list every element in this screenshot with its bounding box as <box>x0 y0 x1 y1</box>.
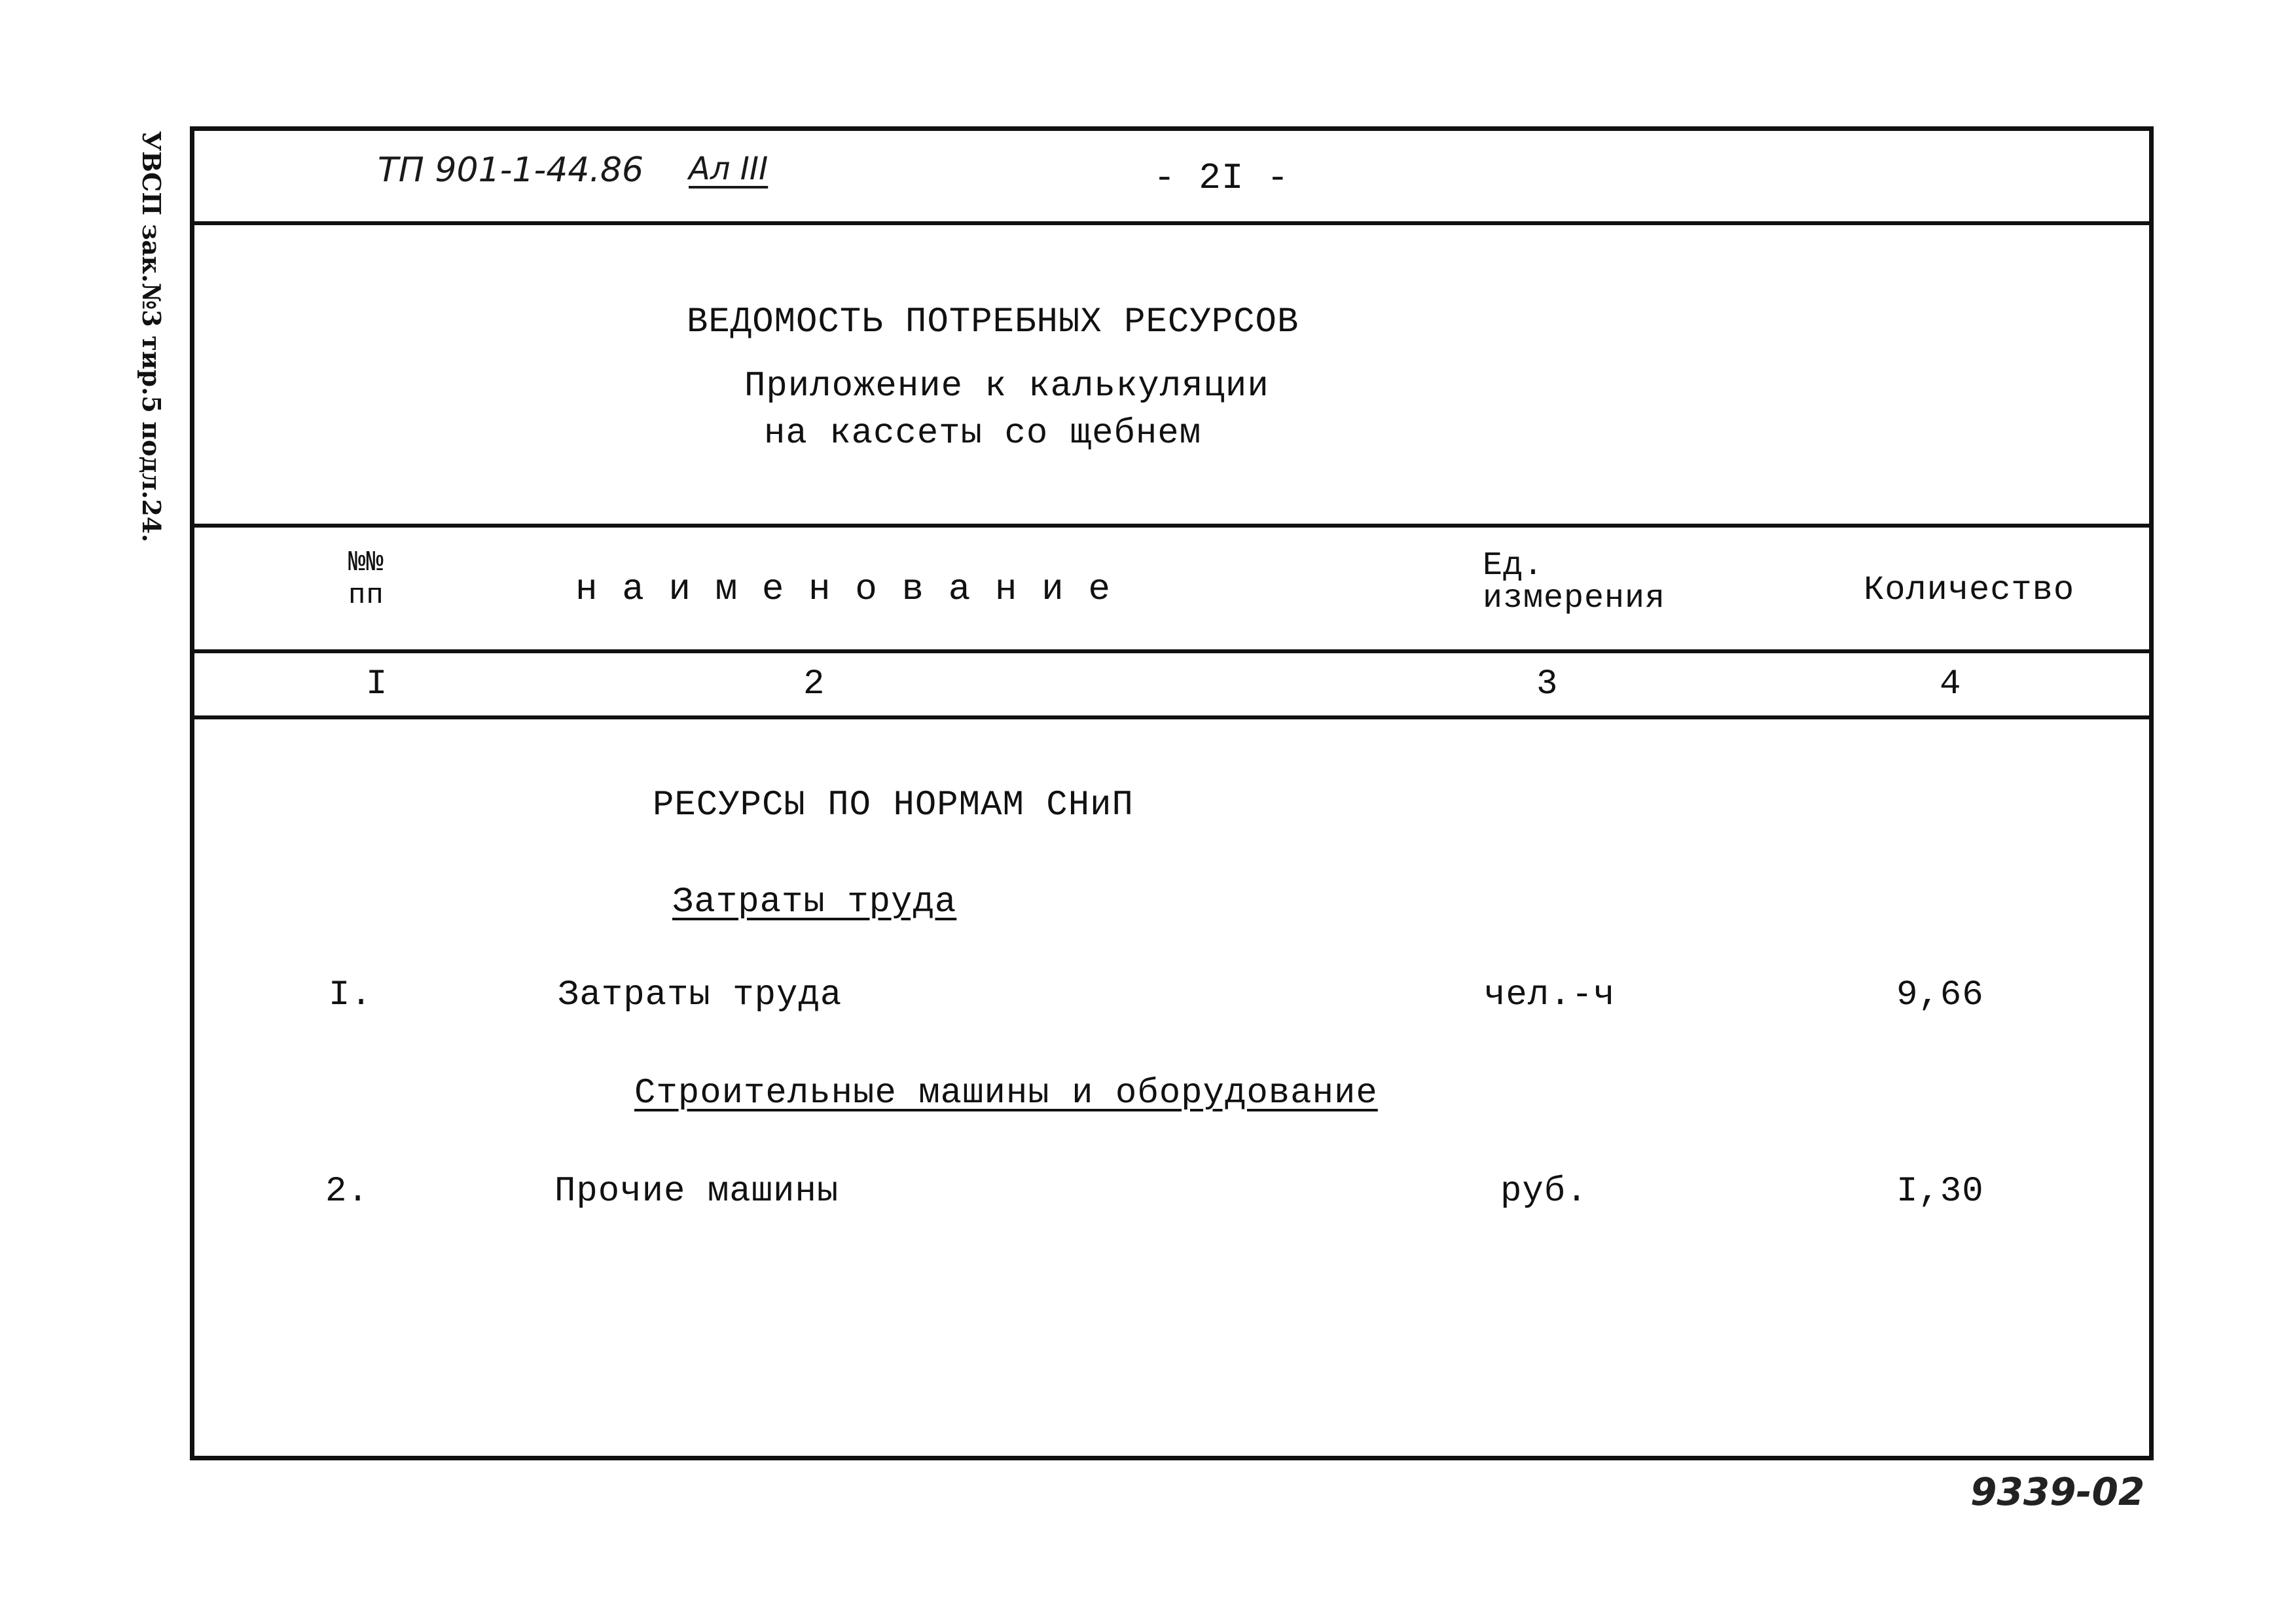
section-title: РЕСУРСЫ ПО НОРМАМ СНиП <box>653 785 1134 825</box>
header-divider <box>194 221 2149 225</box>
row-unit: руб. <box>1500 1172 1588 1212</box>
row-num: 2. <box>325 1172 369 1212</box>
margin-print-note <box>128 131 168 543</box>
col-number-4: 4 <box>1940 664 1962 704</box>
col-header-qty: Количество <box>1864 571 2075 609</box>
margin-print-note-text: УВСП зак.№3 тир.5 подл.24. <box>137 131 166 543</box>
col-number-3: 3 <box>1536 664 1559 704</box>
album-mark: Ал III <box>689 151 769 187</box>
col-number-2: 2 <box>803 664 825 704</box>
row-unit: чел.-ч <box>1484 975 1616 1015</box>
title-divider <box>194 524 2149 528</box>
row-name: Прочие машины <box>554 1172 839 1212</box>
row-qty: I,30 <box>1896 1172 1984 1212</box>
document-frame <box>190 126 2154 1460</box>
group-title-machines: Строительные машины и оборудование <box>634 1074 1378 1113</box>
document-subtitle-line2: на кассеты со щебнем <box>764 414 1202 454</box>
row-name: Затраты труда <box>558 975 842 1015</box>
col-number-divider <box>194 715 2149 719</box>
document-title: ВЕДОМОСТЬ ПОТРЕБНЫХ РЕСУРСОВ <box>687 302 1299 342</box>
document-subtitle-line1: Приложение к калькуляции <box>744 367 1269 406</box>
doc-code: ТП 901-1-44.86 <box>378 151 644 190</box>
row-num: I. <box>329 975 372 1015</box>
col-header-unit: Ед. измерения <box>1483 547 1666 617</box>
row-qty: 9,66 <box>1896 975 1984 1015</box>
group-title-labor: Затраты труда <box>672 882 957 922</box>
col-header-name: н а и м е н о в а н и е <box>575 568 1112 610</box>
col-header-divider <box>194 649 2149 653</box>
col-number-1: I <box>366 664 388 704</box>
stamp-number: 9339-02 <box>1970 1470 2145 1514</box>
page-number: - 2I - <box>1153 157 1290 199</box>
col-header-num: №№ пп <box>348 547 384 612</box>
